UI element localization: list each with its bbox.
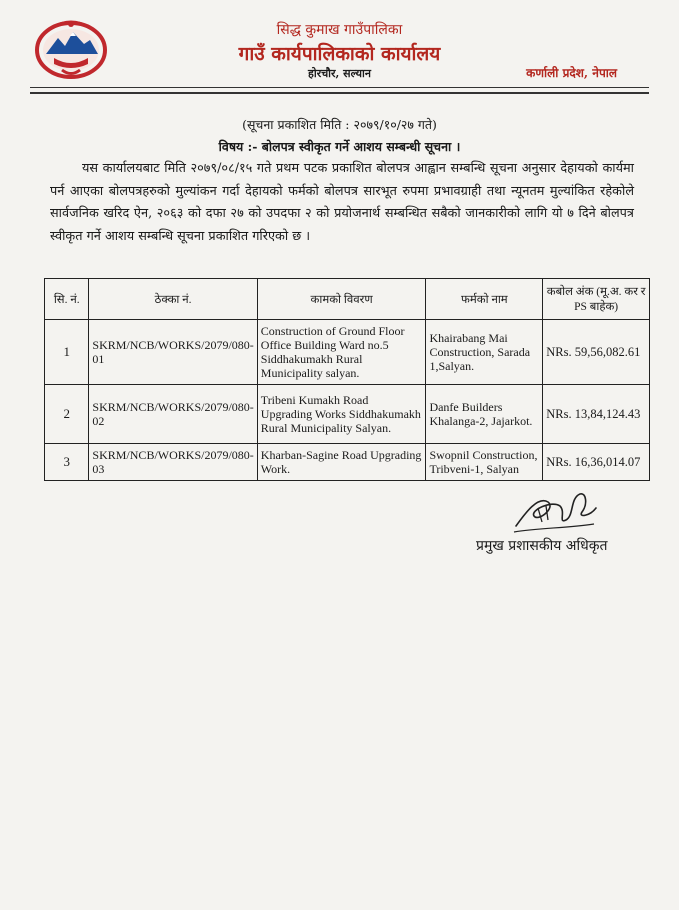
signature-icon (508, 482, 600, 540)
table-header-row (45, 279, 650, 320)
row-amount: NRs. 59,56,082.61 (543, 320, 650, 385)
notice-body: यस कार्यालयबाट मिति २०७९/०८/१५ गते प्रथम पटक प्रकाशित बोलपत्र आह्वान सम्बन्धि सूचना अनुसार देहायको कार्यमा पर्न आएका बोलपत्रहरुको मुल्यांकन गर्दा देहायको फर्मको बोलपत्र सारभूत रुपमा प्रभावग्राही तथा न्यूनतम मुल्यांकित रहेकोले सार्वजनिक खरिद ऐन, २०६३ को दफा २७ को उपदफा २ को प्रयोजनार्थ सम्बन्धित सबैको जानकारीको लागि यो ७ दिने बोलपत्र स्वीकृत गर्ने आशय सम्बन्धि सूचना प्रकाशित गरिएको छ । (50, 161, 634, 244)
signatory-title: प्रमुख प्रशासकीय अधिकृत (476, 538, 608, 554)
row-sn: 1 (45, 320, 89, 385)
row-firm: Danfe Builders Khalanga-2, Jajarkot. (426, 385, 543, 444)
header-contract-no: ठेक्का नं. (89, 279, 257, 320)
row-description: Kharban-Sagine Road Upgrading Work. (257, 444, 426, 481)
row-description: Construction of Ground Floor Office Building Ward no.5 Siddhakumakh Rural Municipality salyan. (257, 320, 426, 385)
row-contract-no: SKRM/NCB/WORKS/2079/080-02 (89, 385, 257, 444)
province-name: कर्णाली प्रदेश, नेपाल (526, 66, 617, 80)
table-row (45, 444, 650, 481)
header-firm: फर्मको नाम (426, 279, 543, 320)
bid-table (44, 278, 650, 481)
row-sn: 3 (45, 444, 89, 481)
row-amount: NRs. 16,36,014.07 (543, 444, 650, 481)
publication-date: (सूचना प्रकाशित मिति : २०७९/१०/२७ गते) (242, 117, 437, 132)
row-firm: Khairabang Mai Construction, Sarada 1,Salyan. (426, 320, 543, 385)
row-sn: 2 (45, 385, 89, 444)
header-description: कामको विवरण (257, 279, 426, 320)
header-divider-thick (30, 92, 649, 94)
row-contract-no: SKRM/NCB/WORKS/2079/080-03 (89, 444, 257, 481)
row-firm: Swopnil Construction, Tribveni-1, Salyan (426, 444, 543, 481)
office-name: गाउँ कार्यपालिकाको कार्यालय (238, 43, 441, 65)
table-row (45, 320, 650, 385)
header-sn: सि. नं. (45, 279, 89, 320)
table-row (45, 385, 650, 444)
header-amount: कबोल अंक (मू.अ. कर र PS बाहेक) (543, 279, 650, 320)
office-address: होरचौर, सल्यान (308, 67, 371, 80)
row-description: Tribeni Kumakh Road Upgrading Works Siddhakumakh Rural Municipality Salyan. (257, 385, 426, 444)
header-divider-thin (30, 87, 649, 88)
municipality-name: सिद्ध कुमाख गाउँपालिका (276, 22, 403, 38)
row-amount: NRs. 13,84,124.43 (543, 385, 650, 444)
notice-subject: विषय :- बोलपत्र स्वीकृत गर्ने आशय सम्बन्धी सूचना । (218, 139, 461, 154)
row-contract-no: SKRM/NCB/WORKS/2079/080-01 (89, 320, 257, 385)
